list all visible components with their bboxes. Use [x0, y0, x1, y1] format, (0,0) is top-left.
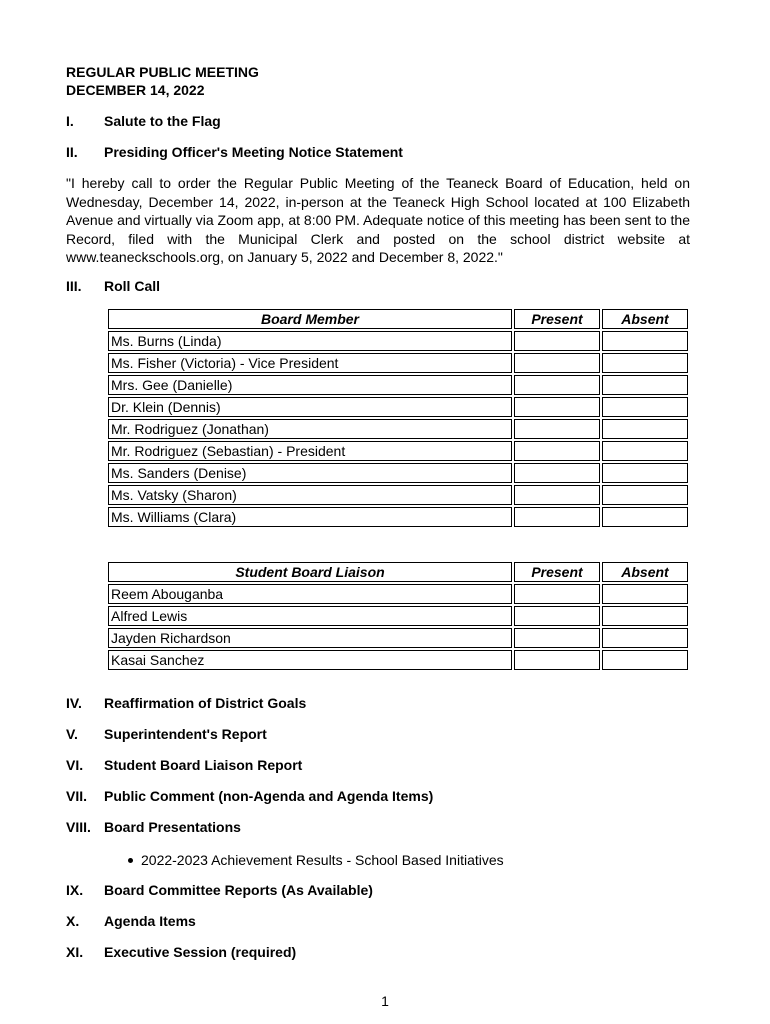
section-title: Public Comment (non-Agenda and Agenda Items) — [104, 788, 434, 804]
present-cell — [514, 375, 600, 395]
member-name: Ms. Burns (Linda) — [108, 331, 512, 351]
present-cell — [514, 397, 600, 417]
section-number: II. — [66, 144, 78, 160]
absent-cell — [602, 397, 688, 417]
board-member-table — [106, 307, 690, 529]
liaison-name: Reem Abouganba — [108, 584, 512, 604]
section-5 — [66, 725, 267, 743]
column-header: Absent — [602, 309, 688, 329]
section-1 — [66, 112, 221, 130]
column-header: Board Member — [108, 309, 512, 329]
table-row — [108, 606, 688, 626]
liaison-name: Kasai Sanchez — [108, 650, 512, 670]
member-name: Ms. Fisher (Victoria) - Vice President — [108, 353, 512, 373]
column-header: Present — [514, 562, 600, 582]
absent-cell — [602, 628, 688, 648]
table-row — [108, 397, 688, 417]
section-number: X. — [66, 913, 80, 929]
section-number: I. — [66, 113, 74, 129]
present-cell — [514, 606, 600, 626]
section-title: Salute to the Flag — [104, 113, 221, 129]
table-row — [108, 353, 688, 373]
meeting-title: REGULAR PUBLIC MEETING — [66, 64, 259, 80]
notice-statement: "I hereby call to order the Regular Public Meeting of the Teaneck Board of Education, held on Wednesday, December 14, 2022, in-person at the Teaneck High School located at 100 Elizabeth Avenue and virtually via Zoom app, at 8:00 PM. Adequate notice of this meeting has been sent to the Record, filed with the Municipal Clerk and posted on the school district website at www.teaneckschools.org, on January 5, 2022 and December 8, 2022." — [66, 175, 690, 266]
section-number: VIII. — [66, 819, 91, 835]
table-header-row — [108, 309, 688, 329]
absent-cell — [602, 375, 688, 395]
member-name: Mr. Rodriguez (Sebastian) - President — [108, 441, 512, 461]
section-title: Student Board Liaison Report — [104, 757, 303, 773]
present-cell — [514, 463, 600, 483]
presentation-text: 2022-2023 Achievement Results - School Based Initiatives — [141, 852, 504, 868]
absent-cell — [602, 584, 688, 604]
present-cell — [514, 331, 600, 351]
liaison-name: Jayden Richardson — [108, 628, 512, 648]
table-row — [108, 375, 688, 395]
present-cell — [514, 507, 600, 527]
section-number: IV. — [66, 695, 82, 711]
table-row — [108, 419, 688, 439]
section-10 — [66, 912, 196, 930]
table-row — [108, 628, 688, 648]
column-header: Present — [514, 309, 600, 329]
page-number: 1 — [381, 993, 389, 1009]
student-liaison-table — [106, 560, 690, 672]
present-cell — [514, 353, 600, 373]
table-row — [108, 441, 688, 461]
section-title: Roll Call — [104, 278, 161, 294]
section-title: Board Committee Reports (As Available) — [104, 882, 373, 898]
section-8 — [66, 818, 241, 836]
absent-cell — [602, 419, 688, 439]
member-name: Ms. Sanders (Denise) — [108, 463, 512, 483]
absent-cell — [602, 485, 688, 505]
present-cell — [514, 419, 600, 439]
bullet-icon — [128, 858, 133, 863]
table-row — [108, 507, 688, 527]
absent-cell — [602, 463, 688, 483]
table-header-row — [108, 562, 688, 582]
absent-cell — [602, 507, 688, 527]
table-row — [108, 650, 688, 670]
absent-cell — [602, 441, 688, 461]
section-number: V. — [66, 726, 78, 742]
section-7 — [66, 787, 433, 805]
member-name: Dr. Klein (Dennis) — [108, 397, 512, 417]
absent-cell — [602, 650, 688, 670]
present-cell — [514, 485, 600, 505]
section-number: VI. — [66, 757, 84, 773]
table-row — [108, 331, 688, 351]
present-cell — [514, 650, 600, 670]
table-row — [108, 463, 688, 483]
table-row — [108, 584, 688, 604]
section-title: Superintendent's Report — [104, 726, 267, 742]
section-number: III. — [66, 278, 82, 294]
member-name: Mrs. Gee (Danielle) — [108, 375, 512, 395]
present-cell — [514, 584, 600, 604]
section-title: Board Presentations — [104, 819, 241, 835]
presentation-list-item — [128, 851, 504, 869]
absent-cell — [602, 331, 688, 351]
section-number: IX. — [66, 882, 84, 898]
column-header: Absent — [602, 562, 688, 582]
table-row — [108, 485, 688, 505]
section-title: Reaffirmation of District Goals — [104, 695, 307, 711]
meeting-date: DECEMBER 14, 2022 — [66, 82, 205, 98]
absent-cell — [602, 606, 688, 626]
liaison-name: Alfred Lewis — [108, 606, 512, 626]
section-2 — [66, 143, 403, 161]
section-11 — [66, 943, 296, 961]
member-name: Mr. Rodriguez (Jonathan) — [108, 419, 512, 439]
section-6 — [66, 756, 302, 774]
absent-cell — [602, 353, 688, 373]
member-name: Ms. Vatsky (Sharon) — [108, 485, 512, 505]
column-header: Student Board Liaison — [108, 562, 512, 582]
section-title: Agenda Items — [104, 913, 196, 929]
section-4 — [66, 694, 306, 712]
present-cell — [514, 628, 600, 648]
present-cell — [514, 441, 600, 461]
section-title: Presiding Officer's Meeting Notice Statement — [104, 144, 403, 160]
section-3 — [66, 277, 160, 295]
section-number: XI. — [66, 944, 84, 960]
section-9 — [66, 881, 373, 899]
section-number: VII. — [66, 788, 88, 804]
member-name: Ms. Williams (Clara) — [108, 507, 512, 527]
section-title: Executive Session (required) — [104, 944, 297, 960]
